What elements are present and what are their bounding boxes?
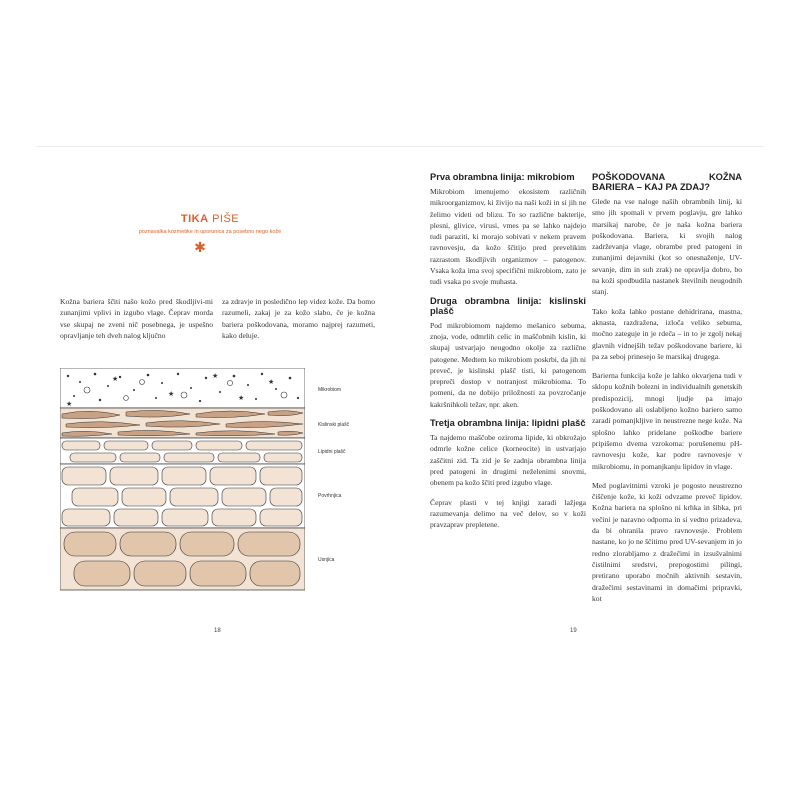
para-third-line-2: Čeprav plasti v tej knjigi zaradi lažjega razumevanja delimo na več delov, so v koži pravzaprav prepletene. <box>430 497 586 530</box>
para-second-line: Pod mikrobiomom najdemo mešanico sebuma, znoja, vode, odmrlih celic in maščobnih kislin, ki skupaj ustvarjajo neugodno okolje za različne patogene. Medtem ko mikrobiom poskrbi, da jih ni preveč, je kislinski plašč tisti, ki patogenom prepreči dostop v notranjost mikrobioma. To pomeni, da ne dobijo priložnosti za povzročanje kakršnihkoli težav, npr. aken. <box>430 320 586 409</box>
label-acid-mantle: Kislinski plašč <box>318 422 350 428</box>
right-page <box>400 0 800 800</box>
header-bold: TIKA <box>180 213 209 225</box>
header-subtitle: poznavalka kozmetike in uporunica za posebno nego kože <box>138 229 282 235</box>
svg-text:★: ★ <box>238 394 245 402</box>
svg-text:★: ★ <box>212 372 219 380</box>
svg-text:★: ★ <box>66 400 73 408</box>
intro-col-2: za zdravje in posledično lep videz kože. Da bomo razumeli, zakaj je za kožo slabo, če je kožna bariera poškodovana, moramo najprej razumeti, kako deluje. <box>222 297 375 340</box>
microbiome-layer <box>60 368 305 408</box>
svg-text:★: ★ <box>112 375 119 383</box>
para-damaged-1: Glede na vse naloge naših obrambnih linij, ki smo jih spomali v prvem poglavju, gre lahko marsikaj narobe, če je naša kožna bariera poškodovana. Bariera, ki svojih nalog zadrževanja vlage, obrambe pred patogeni in zunanjimi dejavniki (kot so onesnaženje, UV-sevanje, dim in suh zrak) ne opravlja dobro, bo na koži spodbudila nastanek številnih neugodnih stanj. <box>592 197 742 297</box>
right-col-2 <box>592 172 742 612</box>
intro-col-1: Kožna bariera ščiti našo kožo pred škodljivi-mi zunanjimi vplivi in izgubo vlage. Čeprav morda vse skupaj ne zveni nič posebnega, je uspešno opravljanje teh dveh nalog ključno <box>60 297 213 340</box>
para-third-line: Ta najdemo maščobe oziroma lipide, ki obkrožajo odmrle kožne celice (korneocite) in ustvarjajo zaščitni zid. Ta zid je še zadnja obrambna linija pred patogeni in drugimi neželenimi snovmi, obenem pa kožo ščiti pred izgubo vlage. <box>430 433 586 488</box>
heading-second-line: Druga obrambna linija: kislinski plašč <box>430 295 586 316</box>
skin-layers-diagram <box>60 368 305 593</box>
asterisk-icon: ✱ <box>194 240 206 256</box>
page-number-right: 19 <box>570 628 577 634</box>
heading-first-line: Prva obrambna linija: mikrobiom <box>430 172 575 182</box>
label-dermis: Usnjica <box>318 557 335 563</box>
header-rest: PIŠE <box>208 213 240 225</box>
page-number-left: 18 <box>214 628 221 634</box>
right-col-1 <box>430 172 586 538</box>
section-header <box>60 213 360 225</box>
svg-text:★: ★ <box>168 390 175 398</box>
para-damaged-3: Barierna funkcija kože je lahko okvarjena tudi v sklopu kožnih bolezni in individualnih genetskih predispozicij, mnogi ljudje pa imajo poškodovano ali oslabljeno kožno bariero samo zaradi pomanjkljive in neustrezne nege kože. Na splošno lahko pridelane poškodbe bariere pripišemo dvema vzrokoma: porušenemu pH-ravnovesju kože, kar podre ravnovesje v mikrobiomu, in pomanjkanju lipidov in vlage. <box>592 371 742 471</box>
heading-third-line: Tretja obrambna linija: lipidni plašč <box>430 418 586 429</box>
label-microbiome: Mikrobiom <box>318 387 342 393</box>
para-damaged-4: Med poglavitnimi vzroki je pogosto neustrezno čiščenje kože, ki koži odvzame preveč lipidov. Kožna bariera na splošno ni krhka in šibka, pri večini je naravno odporna in si vedno prizadeva, da bi ohranila pravo ravnovesje. Problem nastane, ko jo ne ščitimo pred UV-sevanjem in jo redno zlorabljamo z dražečimi in izsušvalnimi čistilnimi sredstvi, prepogostimi pilingi, pretirano uporabo močnih aktivnih sestavin, dražečimi sestavinami in domačimi pripravki, kot <box>592 480 742 603</box>
para-first-line: Mikrobiom imenujemo ekosistem različnih mikroorganizmov, ki živijo na naši koži in si jih ne želimo videti od blizu. To so različne bakterije, plesni, glivice, virusi, vmes pa se lahko najdejo tudi paraziti, ki morajo sobivati v nekem pravem ravnovesju, da kožo ščitijo pred prevelikim razrastom škodljivih organizmov – patogenov. Vsaka koža ima svoj specifični mikrobiom, zato je tudi vsaka po svoje muhasta. <box>430 187 586 287</box>
label-epidermis: Povrhnjica <box>318 493 342 499</box>
svg-text:★: ★ <box>268 378 275 386</box>
para-damaged-2: Tako koža lahko postane dehidrirana, mastna, aknasta, razdražena, izloča veliko sebuma, močno zateguje in je rdeča – in to je zgolj nekaj glavnih vidnejših težav poškodovane bariere, ki pa za seboj prinesejo še marsikaj drugega. <box>592 306 742 361</box>
heading-damaged-barrier: POŠKODOVANA KOŽNA BARIERA – KAJ PA ZDAJ? <box>592 172 742 192</box>
label-lipid-mantle: Lipidni plašč <box>318 449 346 455</box>
